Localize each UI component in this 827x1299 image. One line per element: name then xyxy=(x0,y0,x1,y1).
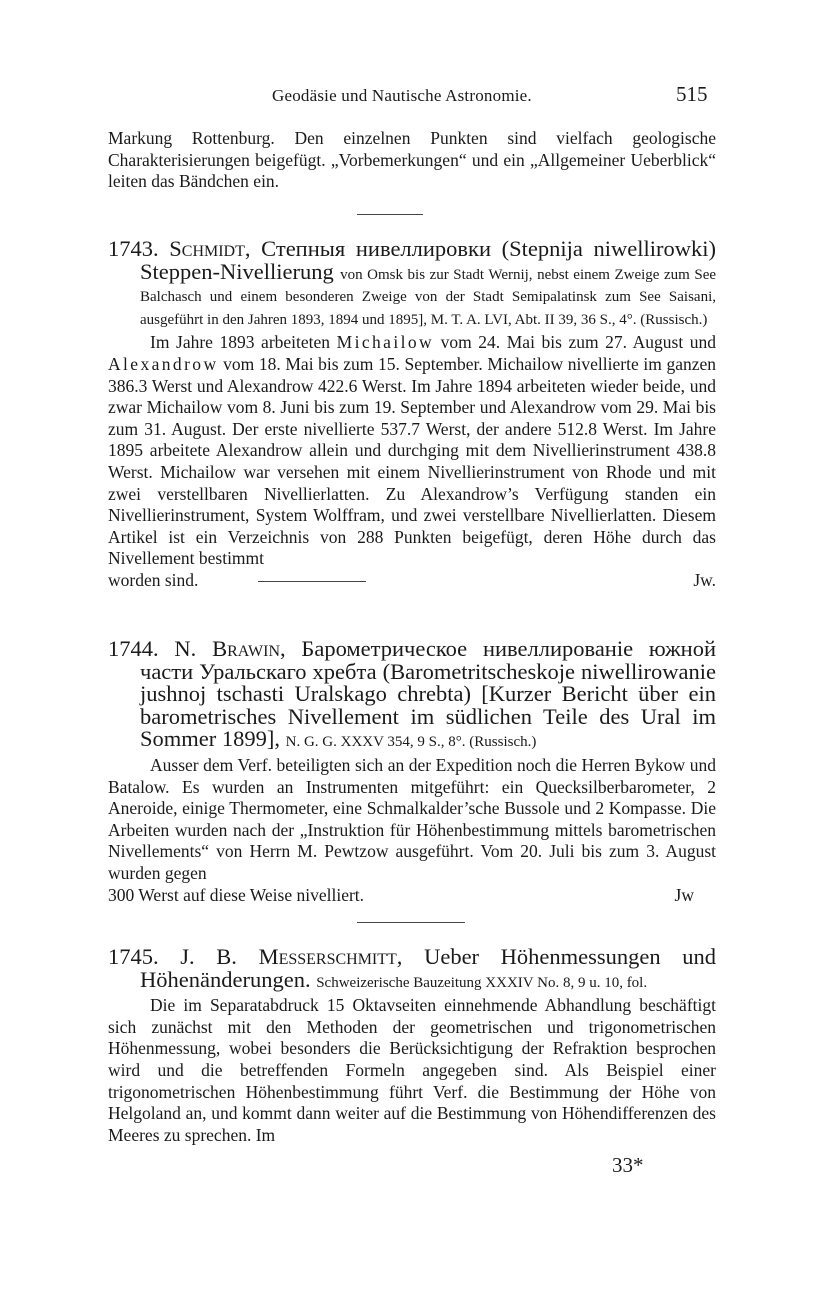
entry-title xyxy=(108,946,716,991)
entry-title-main: Барометрическое нивеллированіе южной части Уральскаго хребта (Barometritscheskoje niwellirowanie jushnoj tschasti Uralskago chrebta) [Kurzer Bericht über ein barometrisches Nivellement im südlichen Teile des Ural im Sommer 1899], xyxy=(140,636,716,752)
separator-rule xyxy=(357,214,423,215)
entry-author: Brawin, xyxy=(212,636,286,661)
entry-number: 1743. xyxy=(108,236,159,261)
body-rest: vom 18. Mai bis zum 15. September. Michailow nivellierte im ganzen 386.3 Werst und Alexandrow 422.6 Werst. Im Jahre 1894 arbeiteten wieder beide, und zwar Michailow vom 8. Juni bis zum 19. September und Alexandrow vom 29. Mai bis zum 31. August. Der erste nivellierte 537.7 Werst, der andere 512.8 Werst. Im Jahre 1895 arbeitete Alexandrow allein und durchging mit dem Nivellierinstrument 438.8 Werst. Michailow war versehen mit einem Nivellierinstrument von Rhode und mit zwei verstellbaren Nivellierlatten. Zu Alexandrow’s Verfügung standen ein Nivellierinstrument, System Wolffram, und zwei verstellbare Nivellierlatten. Diesem Artikel ist ein Verzeichnis von 288 Punkten beigefügt, deren Höhe durch das Nivellement bestimmt xyxy=(108,353,716,569)
signature-row xyxy=(108,885,716,907)
author-prefix: J. B. xyxy=(180,944,237,969)
entry-1743 xyxy=(108,238,716,592)
signature-mark: 33* xyxy=(612,1153,644,1177)
entry-number: 1745. xyxy=(108,944,159,969)
entry-author: Messerschmitt, xyxy=(258,944,403,969)
entry-bibliography: N. G. G. XXXV 354, 9 S., 8°. (Russisch.) xyxy=(285,734,537,751)
author-prefix: N. xyxy=(174,636,197,661)
last-line: 300 Werst auf diese Weise nivelliert. xyxy=(108,884,365,905)
entry-title-main: Степныя нивеллировки (Stepnija niwellirowki) Steppen-Nivellierung xyxy=(140,236,717,284)
entry-author: Schmidt, xyxy=(169,236,251,261)
page-number: 515 xyxy=(676,82,708,106)
entry-body: Ausser dem Verf. beteiligten sich an der Expedition noch die Herren Bykow und Batalow. Es wurden an Instrumenten mitgeführt: ein Quecksilberbarometer, 2 Aneroide, einige Thermometer, eine Schmalkalder’sche Bussole und 2 Kompasse. Die Arbeiten wurden nach der „Instruktion für Höhenbestimmung mittels barometrischen Nivellements“ von Herrn M. Pewtzow ausgeführt. Vom 20. Juli bis zum 3. August wurden gegen xyxy=(108,754,716,883)
running-title: Geodäsie und Nautische Astronomie. xyxy=(272,86,532,105)
entry-1745 xyxy=(108,946,716,1146)
person-name: Michailow xyxy=(336,332,435,353)
body-mid: vom 24. Mai bis zum 27. August und xyxy=(440,332,717,353)
entry-body: Die im Separatabdruck 15 Oktavseiten einnehmende Abhandlung beschäftigt sich zunächst mit den Methoden der geometrischen und trigonometrischen Höhenmessung, wobei besonders die Berücksichtigung der Refraktion besprochen wird und die betreffenden Formeln angegeben sind. Als Beispiel einer trigonometrischen Höhenbestimmung führt Verf. die Bestimmung der Höhe von Helgoland an, und kommt dann weiter auf die Bestimmung von Höhendifferenzen des Meeres zu sprechen. Im xyxy=(108,995,716,1145)
reviewer-signature: Jw. xyxy=(693,569,716,590)
signature-row xyxy=(108,570,716,592)
entry-bibliography: von Omsk bis zur Stadt Wernij, nebst einem Zweige zum See Balchasch und einem besonderen Zweige von der Stadt Semipalatinsk zum See Saisani, ausgeführt in den Jahren 1893, 1894 und 1895], M. T. A. LVI, Abt. II 39, 36 S., 4°. (Russisch.) xyxy=(140,266,717,328)
person-name: Alexandrow xyxy=(108,353,219,374)
entry-bibliography: Schweizerische Bauzeitung XXXIV No. 8, 9 u. 10, fol. xyxy=(316,974,648,991)
entry-title-main: Ueber Höhenmessungen und Höhenänderungen. xyxy=(140,944,717,992)
intro-paragraph: Markung Rottenburg. Den einzelnen Punkten sind vielfach geologische Charakterisierungen beigefügt. „Vorbemerkungen“ und ein „Allgemeiner Ueberblick“ leiten das Bändchen ein. xyxy=(108,128,716,192)
reviewer-signature: Jw xyxy=(674,884,694,905)
entry-title xyxy=(108,238,716,328)
intro-block xyxy=(108,128,716,193)
separator-rule xyxy=(357,922,465,923)
entry-body xyxy=(108,332,716,570)
entry-number: 1744. xyxy=(108,636,159,661)
entry-1744 xyxy=(108,638,716,906)
signature-rule xyxy=(258,581,366,582)
last-line: worden sind. xyxy=(108,570,366,592)
body-start: Im Jahre 1893 arbeiteten xyxy=(150,332,331,353)
entry-title xyxy=(108,638,716,751)
